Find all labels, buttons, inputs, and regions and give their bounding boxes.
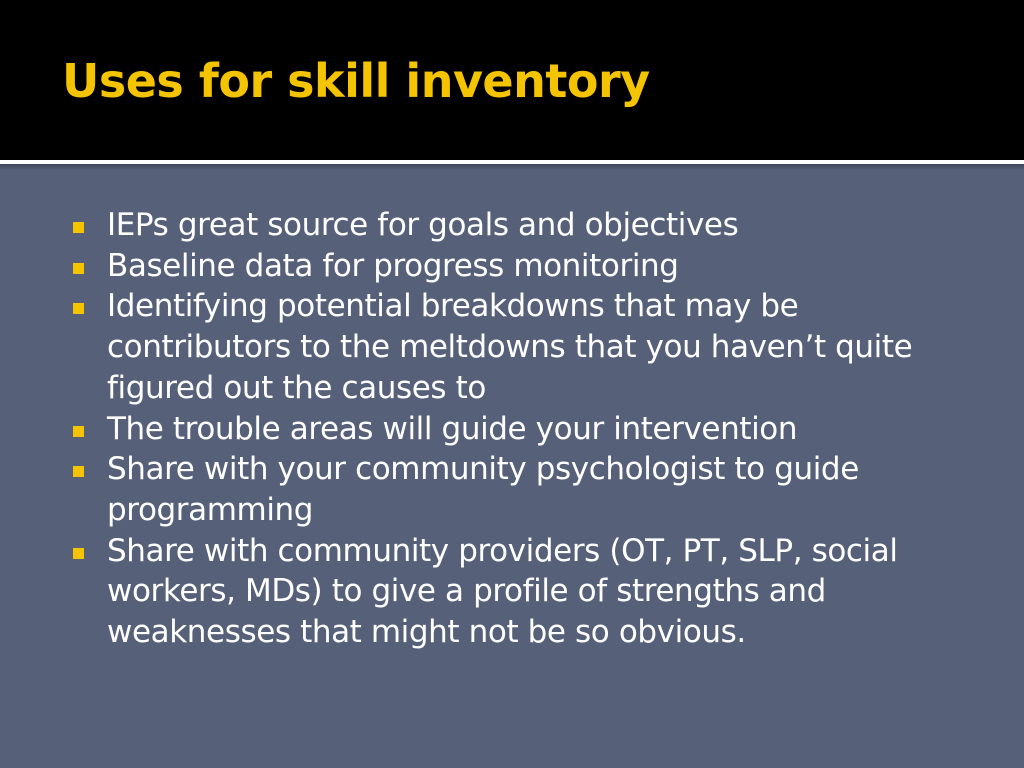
bullet-text: IEPs great source for goals and objectives (107, 207, 739, 243)
bullet-list (72, 205, 972, 653)
bullet-item (72, 449, 972, 530)
square-bullet-icon (73, 303, 84, 314)
slide-title: Uses for skill inventory (62, 54, 650, 108)
title-divider-shadow (0, 164, 1024, 170)
square-bullet-icon (73, 426, 84, 437)
square-bullet-icon (73, 548, 84, 559)
square-bullet-icon (73, 263, 84, 274)
square-bullet-icon (73, 466, 84, 477)
bullet-item (72, 205, 972, 246)
bullet-item (72, 531, 972, 653)
bullet-text: Share with community providers (OT, PT, SLP, social workers, MDs) to give a profile of strengths and weaknesses that might not be so obvious. (107, 532, 898, 651)
bullet-text: The trouble areas will guide your intervention (107, 410, 798, 447)
bullet-text: Identifying potential breakdowns that may be contributors to the meltdowns that you haven’t quite figured out the causes to (107, 288, 913, 406)
bullet-item (72, 286, 972, 408)
bullet-text: Baseline data for progress monitoring (107, 247, 679, 284)
bullet-text: Share with your community psychologist to guide programming (107, 451, 859, 528)
bullet-item (72, 246, 972, 287)
bullet-item (72, 409, 972, 450)
square-bullet-icon (73, 222, 84, 233)
